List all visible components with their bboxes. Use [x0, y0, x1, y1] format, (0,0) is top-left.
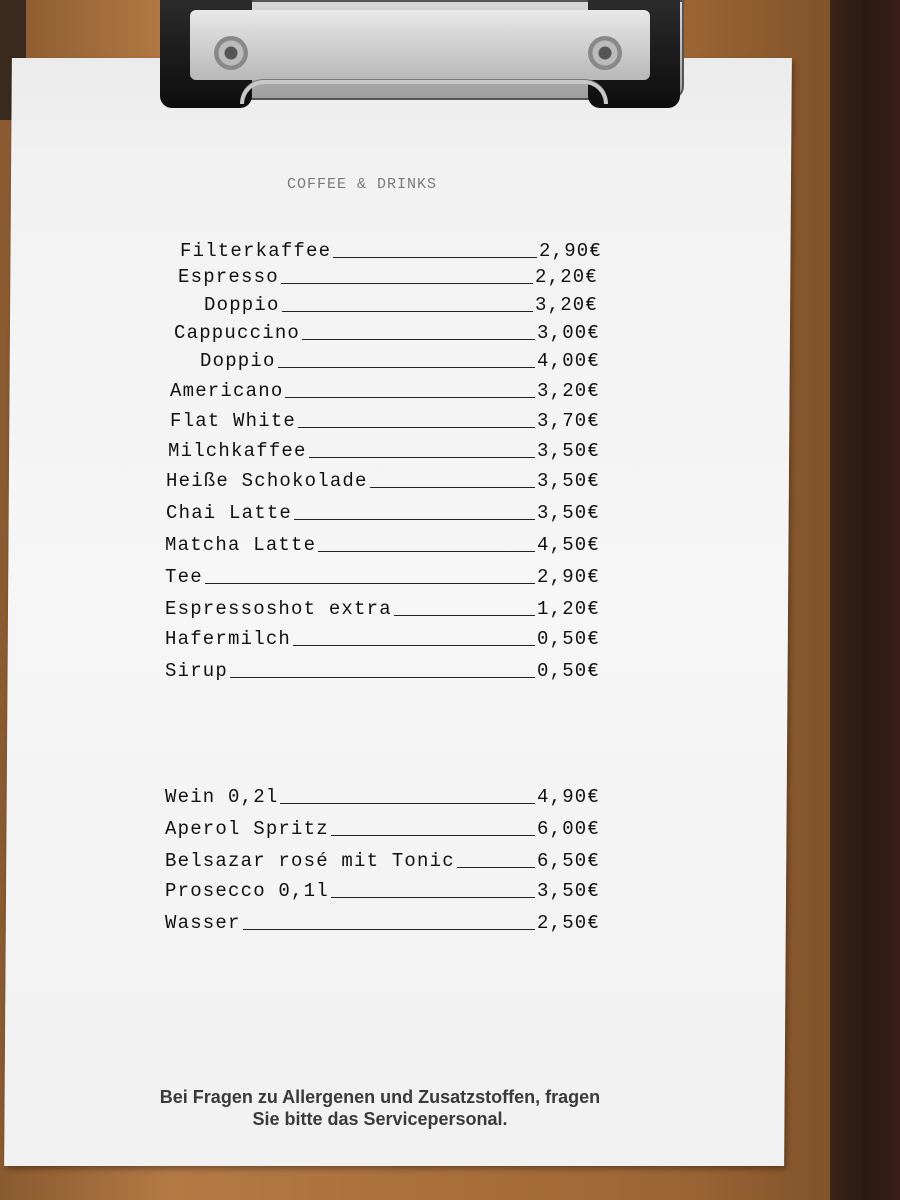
dotted-leader — [309, 456, 535, 458]
dotted-leader — [298, 426, 535, 428]
menu-item — [166, 466, 600, 492]
item-name: Chai Latte — [166, 502, 293, 524]
dotted-leader — [230, 676, 535, 678]
item-price: 6,00€ — [536, 818, 600, 840]
item-name: Hafermilch — [165, 628, 292, 650]
dotted-leader — [370, 486, 535, 488]
item-name: Espressoshot extra — [165, 598, 392, 620]
allergen-notice-line1: Bei Fragen zu Allergenen und Zusatzstoffen, fragen — [159, 1087, 601, 1107]
item-price: 3,00€ — [536, 322, 600, 344]
item-name: Belsazar rosé mit Tonic — [165, 850, 455, 872]
dotted-leader — [457, 866, 535, 868]
item-price: 4,90€ — [536, 786, 600, 808]
item-price: 3,20€ — [534, 294, 598, 316]
menu-item — [180, 236, 602, 262]
menu-item — [204, 290, 598, 316]
menu-item — [170, 406, 600, 432]
menu-item — [200, 346, 600, 372]
item-price: 1,20€ — [536, 598, 600, 620]
dotted-leader — [394, 614, 535, 616]
dotted-leader — [294, 518, 535, 520]
dotted-leader — [278, 366, 535, 368]
item-price: 3,50€ — [536, 470, 600, 492]
item-name: Heiße Schokolade — [166, 470, 368, 492]
item-name: Wein 0,2l — [165, 786, 279, 808]
item-price: 4,50€ — [536, 534, 600, 556]
item-price: 3,70€ — [536, 410, 600, 432]
item-price: 0,50€ — [536, 660, 600, 682]
item-name: Espresso — [178, 266, 279, 288]
menu-item — [165, 876, 600, 902]
item-name: Matcha Latte — [165, 534, 317, 556]
menu-item — [166, 498, 600, 524]
dotted-leader — [280, 802, 535, 804]
dotted-leader — [302, 338, 535, 340]
dotted-leader — [318, 550, 535, 552]
menu-item — [165, 562, 600, 588]
item-name: Doppio — [200, 350, 276, 372]
menu-item — [165, 814, 600, 840]
item-price: 0,50€ — [536, 628, 600, 650]
item-name: Tee — [165, 566, 203, 588]
menu-item — [178, 262, 598, 288]
item-price: 2,50€ — [536, 912, 600, 934]
item-name: Doppio — [204, 294, 280, 316]
item-price: 3,50€ — [536, 440, 600, 462]
dotted-leader — [293, 644, 535, 646]
item-price: 2,90€ — [536, 566, 600, 588]
menu-item — [165, 656, 600, 682]
item-price: 2,20€ — [534, 266, 598, 288]
item-price: 3,50€ — [536, 502, 600, 524]
menu-item — [165, 782, 600, 808]
item-price: 3,50€ — [536, 880, 600, 902]
dotted-leader — [205, 582, 535, 584]
item-price: 6,50€ — [536, 850, 600, 872]
item-name: Flat White — [170, 410, 297, 432]
item-name: Milchkaffee — [168, 440, 307, 462]
allergen-notice — [100, 1086, 660, 1130]
item-price: 2,90€ — [538, 240, 602, 262]
item-name: Wasser — [165, 912, 241, 934]
dotted-leader — [243, 928, 535, 930]
dotted-leader — [281, 282, 533, 284]
item-name: Americano — [170, 380, 284, 402]
dotted-leader — [331, 834, 535, 836]
dotted-leader — [331, 896, 535, 898]
dotted-leader — [333, 256, 537, 258]
menu-item — [168, 436, 600, 462]
item-name: Sirup — [165, 660, 229, 682]
menu-title: COFFEE & DRINKS — [287, 176, 438, 193]
item-name: Aperol Spritz — [165, 818, 329, 840]
item-name: Prosecco 0,1l — [165, 880, 329, 902]
menu-item — [174, 318, 600, 344]
item-price: 3,20€ — [536, 380, 600, 402]
menu-item — [165, 594, 600, 620]
dotted-leader — [285, 396, 535, 398]
menu-item — [165, 530, 600, 556]
item-price: 4,00€ — [536, 350, 600, 372]
menu-item — [165, 624, 600, 650]
menu-item — [165, 908, 600, 934]
item-name: Filterkaffee — [180, 240, 332, 262]
allergen-notice-line2: Sie bitte das Servicepersonal. — [252, 1109, 508, 1129]
menu-item — [170, 376, 600, 402]
menu-item — [165, 846, 600, 872]
dotted-leader — [282, 310, 533, 312]
item-name: Cappuccino — [174, 322, 301, 344]
